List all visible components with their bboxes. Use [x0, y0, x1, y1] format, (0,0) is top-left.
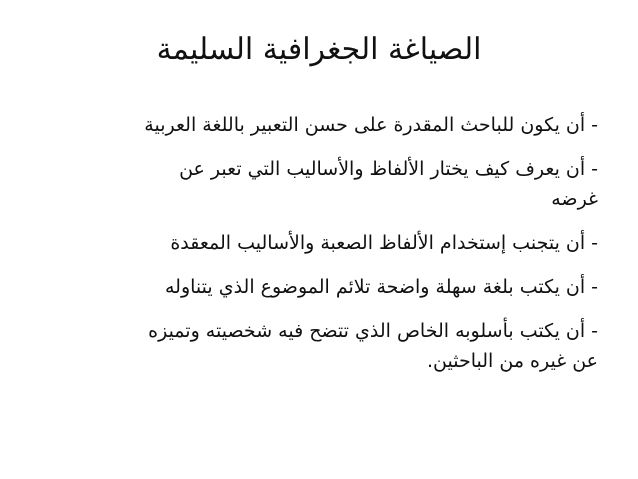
bullet-text: أن يتجنب إستخدام الألفاظ الصعبة والأساليب المعقدة — [170, 232, 586, 254]
bullet-text: أن يكتب بلغة سهلة واضحة تلائم الموضوع الذي يتناوله — [164, 276, 586, 298]
bullet-dash: - — [591, 114, 598, 136]
bullet-dash: - — [591, 232, 598, 254]
bullet-point-2 — [50, 154, 598, 214]
bullet-text: أن يكون للباحث المقدرة على حسن التعبير باللغة العربية — [144, 114, 586, 136]
bullet-list — [50, 110, 598, 390]
bullet-continuation: عن غيره من الباحثين. — [427, 350, 598, 372]
bullet-text: أن يعرف كيف يختار الألفاظ والأساليب التي تعبر عن — [179, 158, 586, 180]
bullet-point-5 — [50, 316, 598, 376]
bullet-point-3 — [50, 228, 598, 258]
bullet-dash: - — [591, 158, 598, 180]
bullet-dash: - — [591, 320, 598, 342]
bullet-dash: - — [591, 276, 598, 298]
bullet-continuation: غرضه — [551, 188, 598, 210]
slide-title: الصياغة الجغرافية السليمة — [156, 32, 482, 67]
bullet-point-4 — [50, 272, 598, 302]
bullet-text: أن يكتب بأسلوبه الخاص الذي تتضح فيه شخصيته وتميزه — [148, 320, 586, 342]
bullet-point-1 — [50, 110, 598, 140]
